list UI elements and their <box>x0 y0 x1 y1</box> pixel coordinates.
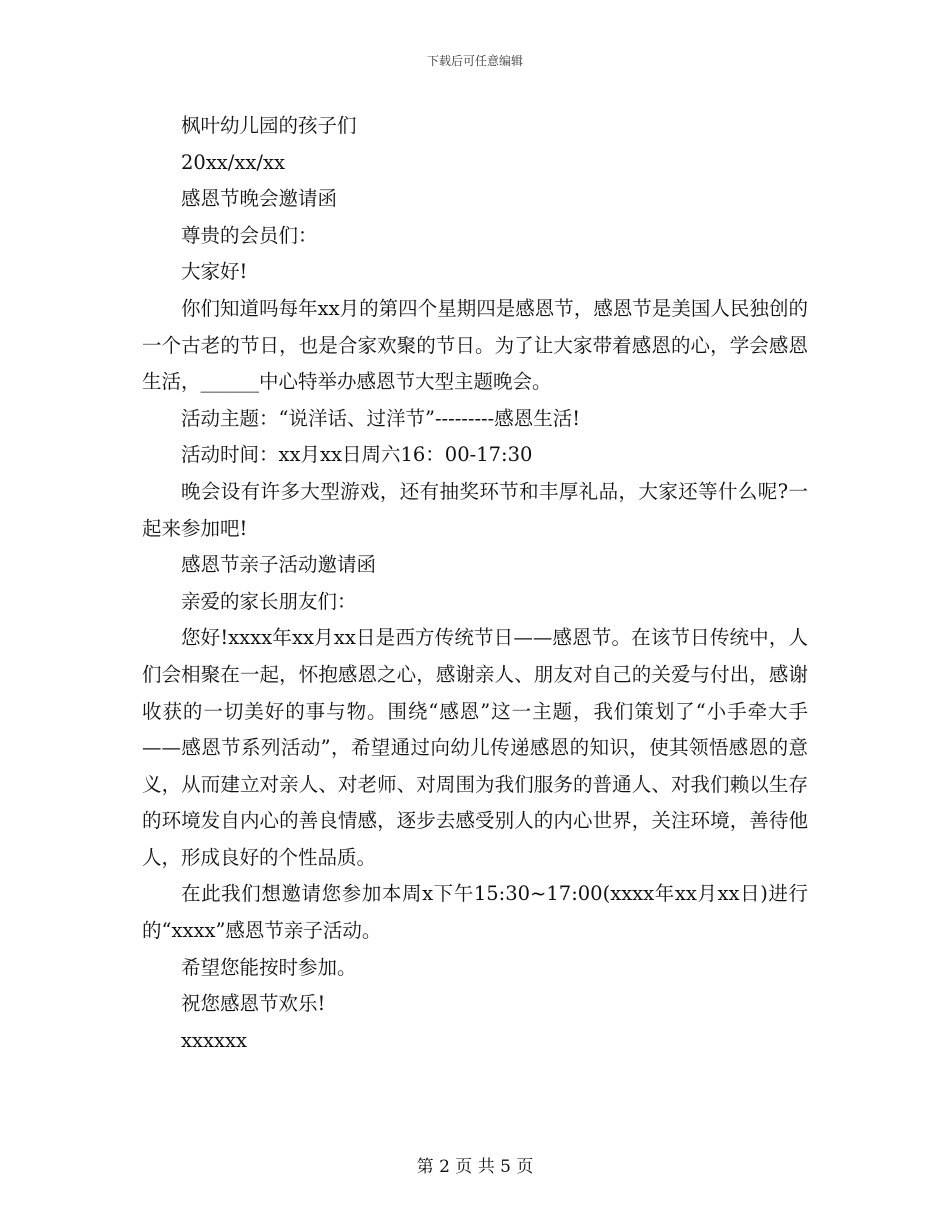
paragraph-invitation: 在此我们想邀请您参加本周x下午15:30~17:00(xxxx年xx月xx日)进行的“xxxx”感恩节亲子活动。 <box>142 882 809 943</box>
paragraph-title-gala: 感恩节晚会邀请函 <box>181 187 338 211</box>
page-footer: 第 2 页 共 5 页 <box>416 1157 534 1177</box>
document-body <box>142 108 808 1059</box>
paragraph-date: 20xx/xx/xx <box>181 150 285 174</box>
paragraph-greeting: 大家好! <box>181 260 248 284</box>
paragraph-intro: 你们知道吗每年xx月的第四个星期四是感恩节，感恩节是美国人民独创的一个古老的节日，也是合家欢聚的节日。为了让大家带着感恩的心，学会感恩生活，______中心特举办感恩节大型主题晚会。 <box>142 296 808 394</box>
paragraph-title-family: 感恩节亲子活动邀请函 <box>181 553 377 577</box>
page-header: 下载后可任意编辑 <box>426 54 523 68</box>
paragraph-wish: 祝您感恩节欢乐! <box>181 992 326 1016</box>
paragraph-salutation-members: 尊贵的会员们： <box>181 223 318 247</box>
paragraph-games: 晚会设有许多大型游戏，还有抽奖环节和丰厚礼品，大家还等什么呢?一起来参加吧! <box>142 479 808 540</box>
paragraph-time: 活动时间：xx月xx日周六16：00-17:30 <box>181 443 533 467</box>
paragraph-recipient: 枫叶幼儿园的孩子们 <box>181 114 357 137</box>
paragraph-salutation-parents: 亲爱的家长朋友们： <box>181 589 357 613</box>
paragraph-signature: xxxxxx <box>181 1028 247 1052</box>
paragraph-body: 您好!xxxx年xx月xx日是西方传统节日——感恩节。在该节日传统中，人们会相聚在一起，怀抱感恩之心，感谢亲人、朋友对自己的关爱与付出，感谢收获的一切美好的事与物。围绕“感恩”这一主题，我们策划了“小手牵大手——感恩节系列活动”，希望通过向幼儿传递感恩的知识，使其领悟感恩的意义，从而建立对亲人、对老师、对周围为我们服务的普通人、对我们赖以生存的环境发自内心的善良情感，逐步去感受别人的内心世界，关注环境，善待他人，形成良好的个性品质。 <box>142 626 808 869</box>
paragraph-theme: 活动主题：“说洋话、过洋节”---------感恩生活! <box>181 406 581 430</box>
paragraph-hope: 希望您能按时参加。 <box>181 955 357 979</box>
